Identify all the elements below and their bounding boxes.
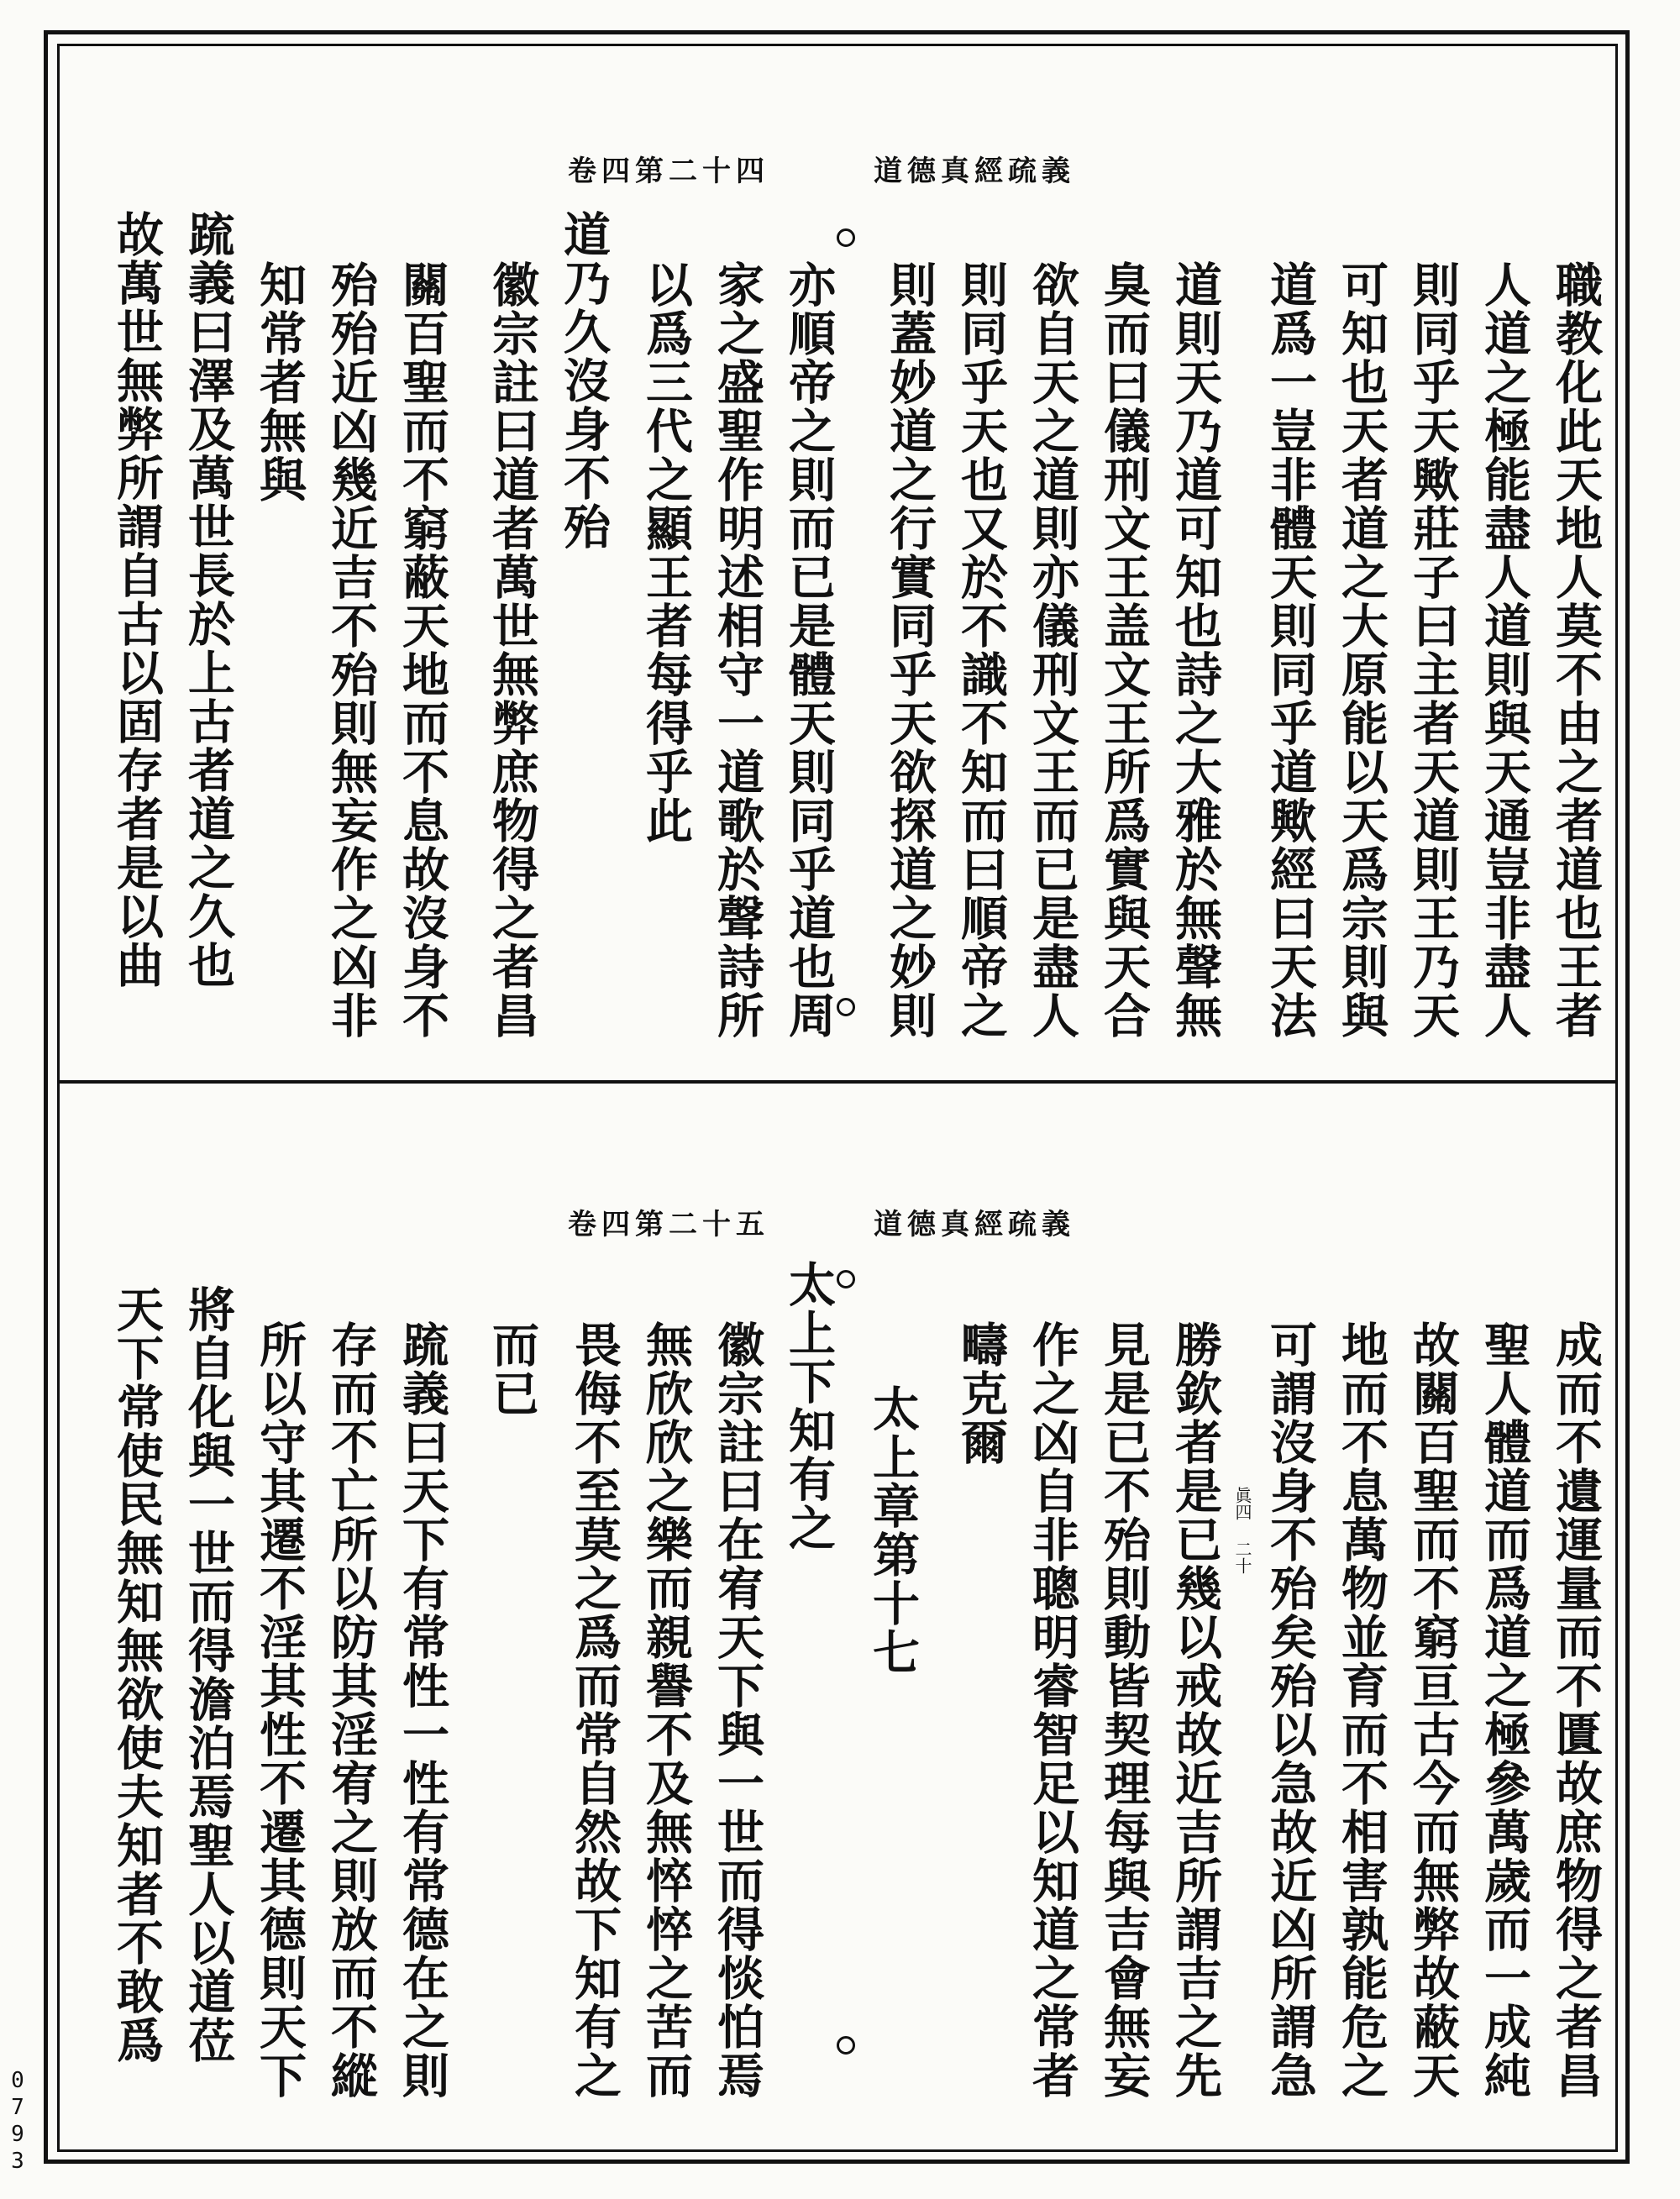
bottom-column: 將自化與一世而得澹泊焉聖人以道莅	[181, 1285, 236, 2065]
top-header-volume: 卷四第二十四	[568, 155, 769, 188]
bottom-column: 太上章第十七	[865, 1384, 921, 1677]
column-marker	[837, 998, 855, 1016]
bottom-column: 徽宗註曰在宥天下與一世而得惔怕焉	[710, 1320, 765, 2100]
folio-mark: 眞四 二十	[1232, 1487, 1252, 1574]
bottom-column: 地而不息萬物並育而不相害孰能危之	[1334, 1320, 1389, 2100]
bottom-column: 所以守其遷不淫其性不遷其德則天下	[252, 1320, 307, 2100]
top-column: 職教化此天地人莫不由之者道也王者	[1548, 260, 1604, 1040]
page-number: 0793	[5, 2068, 30, 2175]
bottom-column: 太上下知有之	[781, 1260, 837, 1552]
column-marker	[837, 1270, 855, 1288]
column-marker	[837, 2036, 855, 2055]
top-column: 道爲一豈非體天則同乎道歟經曰天法	[1263, 260, 1318, 1040]
bottom-column: 䟽義曰天下有常性一性有常德在之則	[395, 1320, 450, 2100]
top-column: 則同乎天歟莊子曰主者天道則王乃天	[1405, 260, 1461, 1040]
top-column: 人道之極能盡人道則與天通豈非盡人	[1477, 260, 1532, 1040]
bottom-column: 無欣欣之樂而親譽不及無悴悴之苦而	[638, 1320, 694, 2100]
top-column: 關百聖而不窮蔽天地而不息故沒身不	[395, 260, 450, 1040]
top-column: 知常者無與	[252, 260, 307, 504]
top-column: 故萬世無弊所謂自古以固存者是以曲	[109, 210, 165, 989]
bottom-column: 天下常使民無知無欲使夫知者不敢爲	[109, 1285, 165, 2065]
top-column: 則同乎天也又於不識不知而曰順帝之	[953, 260, 1009, 1040]
bottom-column: 而已	[485, 1320, 540, 1418]
bottom-header-volume: 卷四第二十五	[568, 1208, 769, 1241]
top-column: 亦順帝之則而已是體天則同乎道也周	[781, 260, 837, 1040]
bottom-column: 勝欽者是已幾以戒故近吉所謂吉之先	[1168, 1320, 1223, 2100]
page-divider	[57, 1080, 1618, 1084]
bottom-column: 可謂沒身不殆矣殆以急故近凶所謂急	[1263, 1320, 1318, 2100]
bottom-column: 畏侮不至莫之爲而常自然故下知有之	[567, 1320, 622, 2100]
bottom-header-title: 道德真經疏義	[874, 1208, 1075, 1241]
top-column: 殆殆近凶幾近吉不殆則無妄作之凶非	[323, 260, 379, 1040]
bottom-column: 見是已不殆則動皆契理每與吉會無妄	[1096, 1320, 1152, 2100]
top-column: 欲自天之道則亦儀刑文王而已是盡人	[1025, 260, 1080, 1040]
column-marker	[837, 228, 855, 247]
top-column: 道乃久沒身不殆	[556, 210, 612, 551]
top-column: 可知也天者道之大原能以天爲宗則與	[1334, 260, 1389, 1040]
top-column: 䟽義曰澤及萬世長於上古者道之久也	[181, 210, 236, 989]
bottom-column: 故關百聖而不窮亘古今而無弊故蔽天	[1405, 1320, 1461, 2100]
top-column: 臭而曰儀刑文王盖文王所爲實與天合	[1096, 260, 1152, 1040]
top-column: 道則天乃道可知也詩之大雅於無聲無	[1168, 260, 1223, 1040]
bottom-column: 成而不遺運量而不匱故庶物得之者昌	[1548, 1320, 1604, 2100]
bottom-column: 聖人體道而爲道之極參萬歲而一成純	[1477, 1320, 1532, 2100]
top-column: 以爲三代之顯王者每得乎此	[638, 260, 694, 845]
top-column: 則蓋妙道之行實同乎天欲探道之妙則	[882, 260, 937, 1040]
bottom-column: 作之凶自非聰明睿智足以知道之常者	[1025, 1320, 1080, 2100]
top-header-title: 道德真經疏義	[874, 155, 1075, 188]
top-column: 家之盛聖作明述相守一道歌於聲詩所	[710, 260, 765, 1040]
bottom-column: 疇克爾	[953, 1320, 1009, 1467]
bottom-column: 存而不亡所以防其淫宥之則放而不縱	[323, 1320, 379, 2100]
top-column: 徽宗註曰道者萬世無弊庶物得之者昌	[485, 260, 540, 1040]
